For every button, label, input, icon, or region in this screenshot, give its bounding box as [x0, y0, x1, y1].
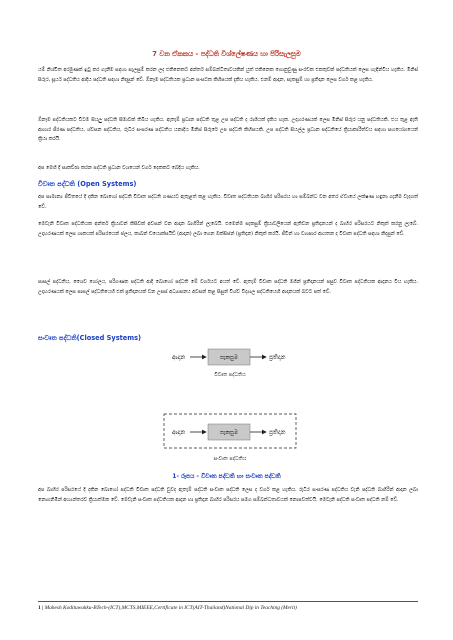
figure-caption: 1- රූපය - විවෘත පද්ධති හා සංවෘත පද්ධති — [172, 473, 281, 480]
paragraph-intro: යම් නිශ්චිත අරමුණක් ඉටු කර ගැනීම සඳහා සැලසුම් කරන ලද එකිනෙකට අන්තර් සම්බන්ධිතාවයකින් යුත් එකිනෙක ගොනුවුණු සංරචක එකතුවක් පද්ධතියක් ලෙස හැඳින්විය හැකිය. මිනිස් සිරුර, සූර්ය පද්ධතිය ආදිය පද්ධති සඳහා නිදසුන් වේ. ඕනෑම පද්ධතියක ප්‍රධාන සංඝටක කිහිපයක් දැකිය හැකිය. එනම් ආදාන, සැකසුම් හා ප්‍රතිදාන ලෙස වර්ග කළ හැකිය. — [38, 67, 418, 83]
paragraph-open-2: මෙවැනි විවෘත පද්ධතියක අන්තර් ක්‍රියාවන් කිසිවක් අවසන් වන ආදාන බාහිරින් ලැබෙයි. එමෙන්ම සැකසුම් ක්‍රියාවලියෙන් ඇතිවන ප්‍රතිදානයන් ද බාහිර පරිසරයට නිකුත් කරනු ලැබේ. උදාහරණයක් ලෙස ශාකයක් පරිසරයෙන් ජලය, කාබන් ඩයොක්සයිඩ් (ආදාන) ලබා ගෙන ඔක්සිජන් (ප්‍රතිදාන) නිකුත් කරයි. ජීවීන් හා ව්‍යාපාර ආයතන ද විවෘත පද්ධති සඳහා නිදසුන් වේ. — [38, 221, 418, 237]
paragraph-types: අප මෙහි දී සාකච්ඡා කරන පද්ධති ප්‍රධාන වශයෙන් වර්ග දෙකකට බෙදිය හැකිය. — [38, 165, 200, 171]
closed-system-caption: සංවෘත පද්ධතිය — [213, 456, 247, 462]
page-footer — [38, 605, 438, 611]
page-title: 7 වන ඒකකය - පද්ධති විශ්ලේෂණය හා පිරිසැලසුම — [152, 50, 301, 58]
paragraph-open-3: පාසල් පද්ධතිය, ශෛව ගෝලය, පරිගණක පද්ධති ආදී බොහෝ පද්ධති මේ වර්ගයට අයත් වේ. ඇතැම් විවෘත පද්ධති මගින් ප්‍රතිදානයන් පසුව විවෘත පද්ධතියක ආදානය වීය හැකිය. උදාහරණයක් ලෙස පාසල් පද්ධතියෙහි එක් ප්‍රතිදානයක් වන උසස් අධ්‍යාපනය අවසන් කළ සිසුන් විශ්ව විද්‍යාල පද්ධතියෙහි ආදානයක් බවට පත් වේ. — [38, 279, 418, 295]
footer-divider — [38, 601, 418, 602]
open-system-diagram — [160, 344, 300, 370]
heading-open-systems: විවෘත පද්ධති (Open Systems) — [38, 180, 137, 188]
paragraph-subsystems: ඕනෑම පද්ධතියකට විටම සියලු පද්ධති සීමාවක් තිබිය හැකිය. ඇතැම් ප්‍රධාන පද්ධති තුළ උප පද්ධති ද රාශියක් දැකිය හැක. උදාහරණයක් ලෙස මිනිස් සිරුර යනු පද්ධතියකි. එය තුළ ඇති ආහාර ජීරණ පද්ධතිය, ශ්වසන පද්ධතිය, රුධිර සංසරණ පද්ධතිය යනාදිය මිනිස් සිරුරේ උප පද්ධති කිහිපයකි. උප පද්ධති සියල්ල ප්‍රධාන පද්ධතියේ ක්‍රියාකාරීත්වය සඳහා සහයෝගයෙන් ක්‍රියා කරයි. — [38, 117, 418, 143]
heading-closed-systems: සංවෘත පද්ධති(Closed Systems) — [38, 334, 142, 342]
closed-input-label: ආදාන — [172, 429, 186, 436]
closed-output-label: ප්‍රතිදාන — [269, 429, 286, 436]
closed-system-diagram — [160, 410, 300, 452]
footer-author-text: Mahesh Kodituwakku-BTech-(ICT),MCTS,MIEEE,Certificate in ICT(AIT-Thailand)National Dip in Teaching (Merit) — [44, 605, 297, 611]
page-number: 1 | — [38, 605, 44, 611]
open-input-label: ආදාන — [172, 354, 186, 361]
paragraph-open-1: අප සාමාන්‍ය ජීවිතයේ දී දකින බොහෝ පද්ධති විවෘත පද්ධති ගණයට ඇතුළත් කළ හැකිය. විවෘත පද්ධතියක බාහිර පරිසරය හා සම්බන්ධ වන අතර ඒවායේ ලක්ෂණ හඳුනා ගැනීම වැදගත් වේ. — [38, 194, 418, 210]
paragraph-closed: අප බාහිර පරිසරයේ දී දකින බොහෝ පද්ධති විවෘත පද්ධති වුවද ඇතැම් පද්ධති සංවෘත පද්ධති ලෙස ද වර්ග කළ හැකිය. රුධිර සංසරණ පද්ධතිය වැනි පද්ධති බාහිරින් ආදාන ලබා නොගනිමින් අභ්‍යන්තරව ක්‍රියාත්මක වේ. මෙවැනි සංවෘත පද්ධතියක ආදාන හා ප්‍රතිදාන බාහිර පරිසරය සමග සම්බන්ධතාවයක් නොපවත්වයි. මෙවැනි පද්ධති සංවෘත පද්ධති නම් වේ. — [38, 487, 418, 503]
open-process-label: සැකසුම — [220, 355, 238, 361]
closed-process-label: සැකසුම — [220, 430, 238, 436]
open-system-caption: විවෘත පද්ධතිය — [214, 372, 246, 378]
open-output-label: ප්‍රතිදාන — [269, 354, 286, 361]
